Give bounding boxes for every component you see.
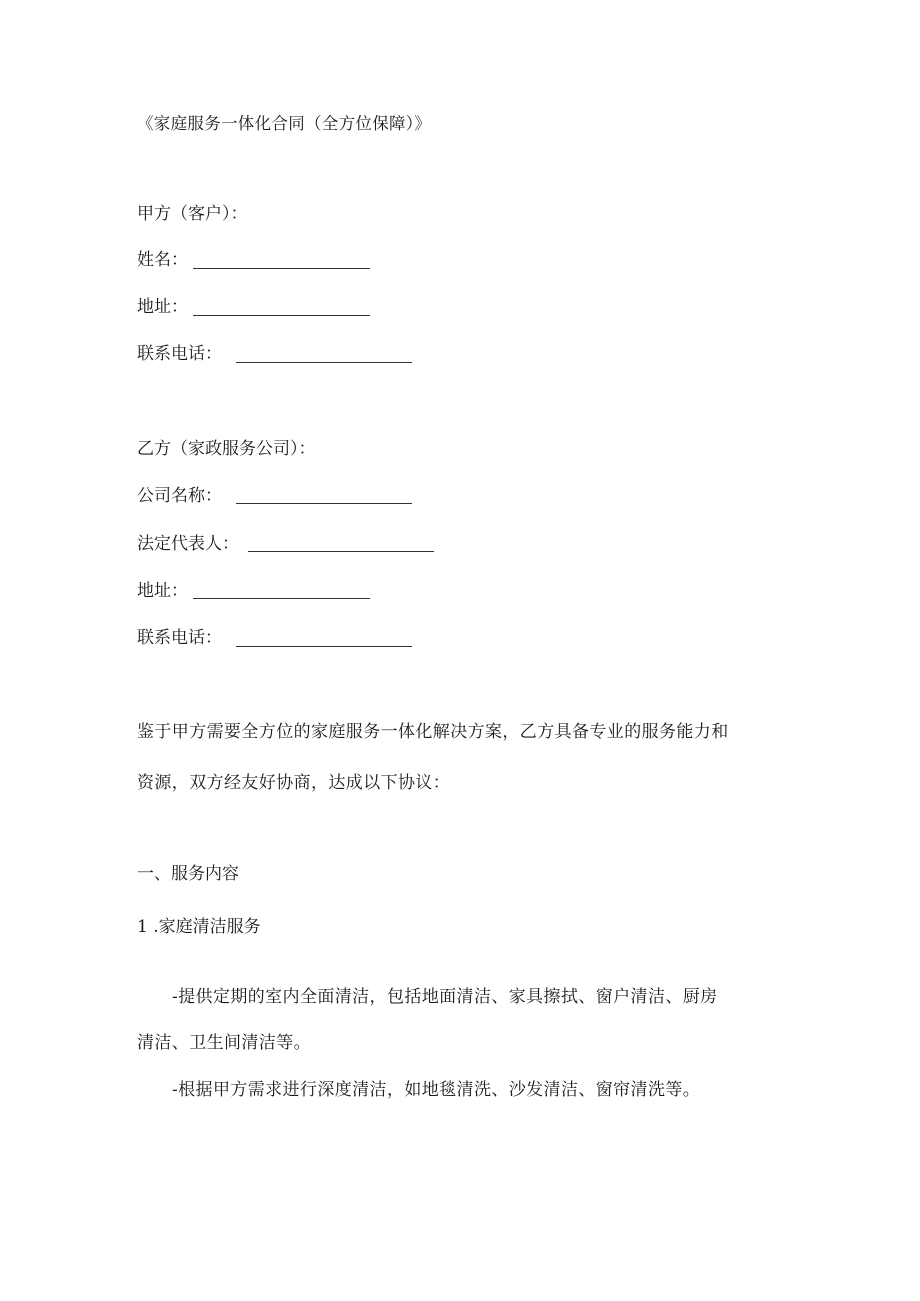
preamble-line-1: 鉴于甲方需要全方位的家庭服务一体化解决方案，乙方具备专业的服务能力和 [137, 722, 729, 742]
section-1-bullet-2: -根据甲方需求进行深度清洁，如地毯清洗、沙发清洁、窗帘清洗等。 [172, 1080, 701, 1100]
party-b-heading: 乙方（家政服务公司）： [137, 439, 316, 459]
party-a-name-label: 姓名： [137, 250, 188, 270]
party-b-address-label: 地址： [137, 581, 188, 601]
party-b-address-blank[interactable] [193, 598, 370, 599]
section-1-bullet-1-line-1: -提供定期的室内全面清洁，包括地面清洁、家具擦拭、窗户清洁、厨房 [172, 987, 718, 1007]
party-a-phone-label: 联系电话： [137, 344, 222, 364]
party-a-phone-blank[interactable] [236, 362, 412, 363]
party-b-phone-label: 联系电话： [137, 628, 222, 648]
section-1-bullet-1-line-2: 清洁、卫生间清洁等。 [137, 1033, 311, 1053]
party-b-company-blank[interactable] [236, 503, 412, 504]
contract-title: 《家庭服务一体化合同（全方位保障）》 [137, 114, 432, 133]
party-a-address-blank[interactable] [193, 315, 370, 316]
party-b-company-label: 公司名称： [137, 486, 222, 506]
party-a-name-blank[interactable] [193, 268, 370, 269]
section-1-item-1-heading: 1 .家庭清洁服务 [137, 917, 261, 937]
party-a-address-label: 地址： [137, 297, 188, 317]
preamble-line-2: 资源，双方经友好协商，达成以下协议： [137, 773, 451, 793]
party-a-heading: 甲方（客户）： [137, 204, 248, 224]
party-b-phone-blank[interactable] [236, 646, 412, 647]
party-b-legal-rep-blank[interactable] [248, 551, 434, 552]
party-b-legal-rep-label: 法定代表人： [137, 534, 239, 554]
section-1-heading: 一、服务内容 [137, 864, 239, 884]
